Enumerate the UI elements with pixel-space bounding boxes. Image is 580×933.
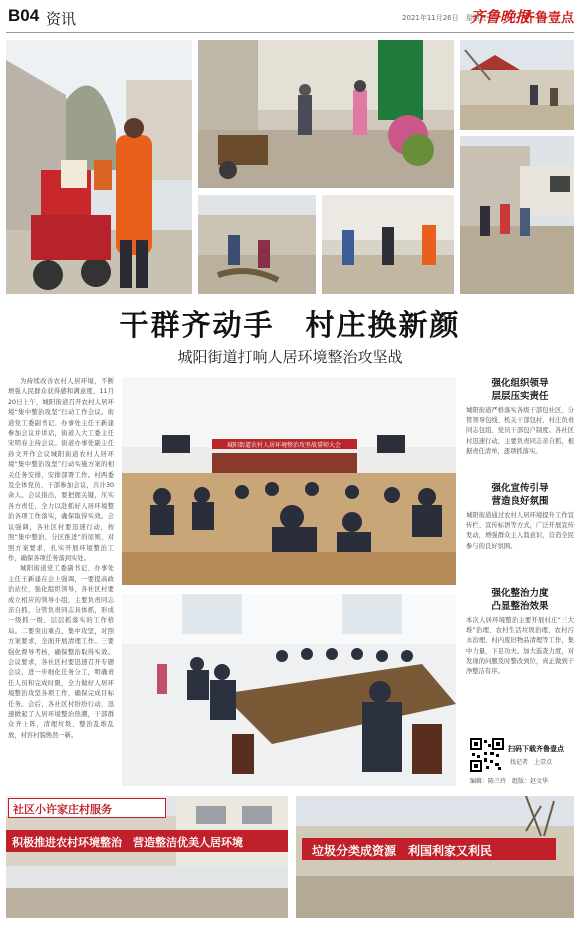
article-column-1	[8, 377, 114, 785]
sidebar-text-1: 城阳街道严格落实各级干部包社区、分管领导包线、机关干部包村、村庄负责同志包组、党员干部包户制度。各社区村迅速行动，主要负责同志亲自抓，根据责任清单，逐项抓落实。	[466, 407, 574, 455]
sidebar-heading-3b: 凸显整治效果	[491, 601, 549, 612]
sidebar-text-2: 城阳街道通过农村人居环境提升工作宣传栏、宣传标语等方式，广泛开展宣传发动，增强群众主人翁意识，营造全民参与的良好氛围。	[466, 512, 574, 550]
sidebar-heading-3a: 强化整治力度	[491, 588, 549, 599]
headline-title: 干群齐动手 村庄换新颜	[119, 308, 461, 342]
article-column-2: 城阳街道党工委副书记、办事处主任王新建在会上强调，一要提高政治站位，强化组织领导，各社区村要成立相应的领导小组，主要负责同志亲自抓，分管负责同志具体抓，形成一级抓一级、层层抓落实的工作格局。二要突出重点，集中攻坚，对照方案要求，全面开展清理工作。三要强化督导考核，确保整治取得实效。会议要求，各社区村要迅速召开专题会议，进一步细化任务分工，明确责任人员和完成时限，全力做好人居环境整治攻坚各项工作，确保完成目标任务。会后，各社区村纷纷行动，迅速掀起了人居环境整治热潮，干部群众齐上阵，清理垃圾、整治乱堆乱放，村容村貌焕然一新。	[8, 565, 114, 739]
qr-caption: 扫码下载齐鲁壹点	[508, 745, 564, 753]
qr-code-icon[interactable]	[470, 738, 504, 772]
banner-left-text: 积极推进农村环境整治 营造整洁优美人居环境	[12, 836, 243, 849]
issue-date: 2021年11月26日 星期五	[402, 14, 487, 22]
brand-logo-primary: 齐鲁晚报	[470, 8, 531, 26]
sidebar-text-3: 本次人居环境整治主要开展村庄“三大堆”治理、农村生活垃圾治理、农村污水治理、村内废旧物品清理等工作，集中力量，下足功夫。加大巡查力度，对发现的问题及时整改到位，真正做到干净整洁有序。	[466, 617, 574, 676]
article-paragraph-1: 为持续改善农村人居环境，不断增强人民群众获得感和满意度，11月20日上午，城阳街道召开农村人居环境“集中整治攻坚”行动工作会议。街道党工委副书记、办事处主任王新建参加会议并讲话，街道人大工委主任宋明春主持会议。街道办事处副主任孙文开作会议城阳街道农村人居环境“集中整治攻坚”行动实施方案的相关任务安排，安排部署工作。村两委及全体党员、干部参加会议，共计30余人。会议指出，要把握关键，压实各方责任，全力以赴抓好人居环境整治各项工作落实，确保取得实效。会议强调，各社区村要迅速行动，按照“集中整治、分区推进”的原则，对照方案要求，扎实开展环境整治工作，确保各项任务落到实处。	[8, 378, 114, 562]
headline-subtitle: 城阳街道打响人居环境整治攻坚战	[177, 348, 403, 366]
photo-sweeping-lane	[198, 195, 316, 294]
sidebar-heading-1a: 强化组织领导	[491, 378, 549, 389]
sign-board-text: 社区小许家庄村服务	[13, 803, 112, 816]
photo-villagers-sweeping	[198, 40, 454, 188]
photo-tricycle-worker	[6, 40, 192, 294]
banner-right	[302, 838, 556, 860]
sidebar-heading-1b: 层层压实责任	[491, 391, 549, 402]
meeting-screen-text: 城阳街道农村人居环境整治攻坚战誓师大会	[226, 442, 342, 449]
banner-left	[6, 830, 288, 852]
photo-meeting-table	[122, 594, 456, 786]
sidebar	[466, 377, 574, 787]
sidebar-heading-2a: 强化宣传引导	[491, 483, 549, 494]
banner-right-text: 垃圾分类成资源 利国利家又利民	[312, 844, 493, 858]
editor-credit: 编辑：陈兰玲 组版：赵文华	[470, 778, 549, 785]
brand-logo-secondary: 齐鲁壹点	[522, 11, 575, 26]
header-divider	[6, 32, 574, 33]
photo-workers-broom	[322, 195, 454, 294]
page-header	[0, 0, 580, 30]
section-label: 资讯	[46, 10, 77, 28]
qr-subcaption: 找记者 上壹点	[510, 759, 553, 766]
page-number: B04	[8, 6, 40, 25]
photo-village-street	[460, 40, 574, 130]
photo-roadside-cleanup	[460, 136, 574, 294]
photo-meeting-hall	[122, 377, 456, 585]
sidebar-heading-2b: 营造良好氛围	[491, 496, 549, 507]
sign-board-left	[8, 798, 166, 818]
